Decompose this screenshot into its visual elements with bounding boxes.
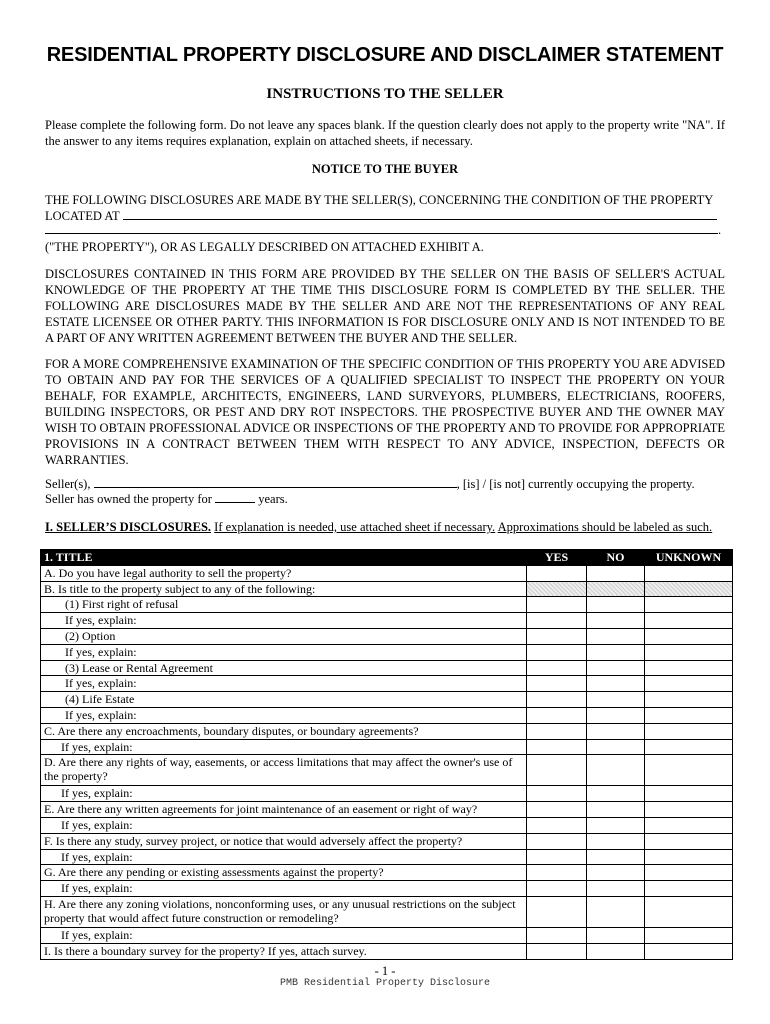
yes-checkbox[interactable] (527, 755, 587, 786)
sellers-row (45, 476, 725, 492)
sellers-field[interactable] (94, 487, 457, 488)
table-row (41, 755, 733, 786)
table-row (41, 707, 733, 723)
located-at-field-2[interactable] (45, 233, 718, 234)
unknown-checkbox[interactable] (645, 755, 733, 786)
table-row (41, 786, 733, 802)
table-row (41, 660, 733, 676)
unknown-checkbox[interactable] (645, 833, 733, 849)
notice-heading: NOTICE TO THE BUYER (311, 162, 459, 176)
the-property-text: ("THE PROPERTY"), OR AS LEGALLY DESCRIBED ON ATTACHED EXHIBIT A. (45, 240, 484, 254)
yes-checkbox[interactable] (527, 565, 587, 581)
yes-checkbox[interactable] (527, 597, 587, 613)
no-checkbox[interactable] (587, 896, 645, 927)
yes-checkbox[interactable] (527, 802, 587, 818)
sellers-label: Seller(s), (45, 477, 91, 491)
instructions-heading: INSTRUCTIONS TO THE SELLER (266, 86, 504, 102)
unknown-checkbox[interactable] (645, 865, 733, 881)
yes-checkbox[interactable] (527, 723, 587, 739)
no-checkbox[interactable] (587, 943, 645, 959)
question-b3: (3) Lease or Rental Agreement (41, 660, 527, 676)
yes-checkbox[interactable] (527, 628, 587, 644)
yes-checkbox[interactable] (527, 833, 587, 849)
located-at-row-2: . (45, 222, 725, 238)
explain-field[interactable]: If yes, explain: (41, 707, 527, 723)
shaded-cell (587, 581, 645, 597)
question-e: E. Are there any written agreements for joint maintenance of an easement or right of way? (41, 802, 527, 818)
question-b: B. Is title to the property subject to any of the following: (41, 581, 527, 597)
question-b4: (4) Life Estate (41, 692, 527, 708)
yes-checkbox[interactable] (527, 692, 587, 708)
table-row (41, 676, 733, 692)
table-row (41, 817, 733, 833)
table-row (41, 865, 733, 881)
explain-field[interactable]: If yes, explain: (41, 786, 527, 802)
unknown-checkbox[interactable] (645, 628, 733, 644)
unknown-checkbox[interactable] (645, 896, 733, 927)
explain-field[interactable]: If yes, explain: (41, 644, 527, 660)
shaded-cell (527, 581, 587, 597)
no-checkbox[interactable] (587, 628, 645, 644)
table-row (41, 881, 733, 897)
table-header-row (41, 550, 733, 566)
explain-field[interactable]: If yes, explain: (41, 881, 527, 897)
unknown-checkbox[interactable] (645, 802, 733, 818)
question-h: H. Are there any zoning violations, nonconforming uses, or any unusual restrictions on the subject property that would affect future construction or remodeling? (41, 896, 527, 927)
header-no: NO (587, 550, 645, 566)
question-c: C. Are there any encroachments, boundary disputes, or boundary agreements? (41, 723, 527, 739)
question-f: F. Is there any study, survey project, or notice that would adversely affect the property? (41, 833, 527, 849)
table-row (41, 565, 733, 581)
table-row (41, 802, 733, 818)
yes-checkbox[interactable] (527, 865, 587, 881)
table-row (41, 739, 733, 755)
table-row (41, 849, 733, 865)
header-unknown: UNKNOWN (645, 550, 733, 566)
notice-line: THE FOLLOWING DISCLOSURES ARE MADE BY THE SELLER(S), CONCERNING THE CONDITION OF THE PROPERTY (45, 193, 714, 207)
explain-field[interactable]: If yes, explain: (41, 817, 527, 833)
owned-suffix: years. (258, 492, 288, 506)
section-note-2: Approximations should be labeled as such. (497, 520, 713, 534)
page-number: - 1 - (374, 964, 396, 978)
section-title: I. SELLER’S DISCLOSURES. (45, 520, 212, 534)
header-title: 1. TITLE (41, 550, 527, 566)
question-i: I. Is there a boundary survey for the property? If yes, attach survey. (41, 943, 527, 959)
no-checkbox[interactable] (587, 802, 645, 818)
located-at-field[interactable] (123, 219, 717, 220)
occupying-text: , [is] / [is not] currently occupying the property. (456, 477, 695, 491)
no-checkbox[interactable] (587, 755, 645, 786)
no-checkbox[interactable] (587, 565, 645, 581)
question-g: G. Are there any pending or existing assessments against the property? (41, 865, 527, 881)
section-note-1: If explanation is needed, use attached sheet if necessary. (214, 520, 496, 534)
table-row (41, 628, 733, 644)
table-row (41, 723, 733, 739)
table-row (41, 943, 733, 959)
located-at-label: LOCATED AT (45, 209, 120, 223)
unknown-checkbox[interactable] (645, 660, 733, 676)
no-checkbox[interactable] (587, 865, 645, 881)
unknown-checkbox[interactable] (645, 943, 733, 959)
yes-checkbox[interactable] (527, 943, 587, 959)
explain-field[interactable]: If yes, explain: (41, 739, 527, 755)
owned-prefix: Seller has owned the property for (45, 492, 212, 506)
explain-field[interactable]: If yes, explain: (41, 613, 527, 629)
unknown-checkbox[interactable] (645, 723, 733, 739)
question-d: D. Are there any rights of way, easements, or access limitations that may affect the owner's use of the property? (41, 755, 527, 786)
explain-field[interactable]: If yes, explain: (41, 927, 527, 943)
footer-label: PMB Residential Property Disclosure (279, 978, 491, 989)
examination-paragraph: FOR A MORE COMPREHENSIVE EXAMINATION OF THE SPECIFIC CONDITION OF THIS PROPERTY YOU ARE ADVISED TO OBTAIN AND PAY FOR THE SERVICES OF A QUALIFIED SPECIALIST TO INSPECT THE PROPERTY ON YOUR BEHALF, FOR EXAMPLE, ARCHITECTS, ENGINEERS, LAND SURVEYORS, PLUMBERS, ELECTRICIANS, ROOFERS, BUILDING INSPECTORS, OR PEST AND DRY ROT INSPECTORS. THE PROSPECTIVE BUYER AND THE OWNER MAY WISH TO OBTAIN PROFESSIONAL ADVICE OR INSPECTIONS OF THE PROPERTY AND TO PROVIDE FOR APPROPRIATE PROVISIONS IN A CONTRACT BETWEEN THEM WITH RESPECT TO ANY ADVICE, INSPECTION, DEFECTS OR WARRANTIES. (45, 357, 725, 467)
title-disclosure-table (40, 549, 733, 960)
yes-checkbox[interactable] (527, 660, 587, 676)
question-b2: (2) Option (41, 628, 527, 644)
table-row (41, 581, 733, 597)
yes-checkbox[interactable] (527, 896, 587, 927)
explain-field[interactable]: If yes, explain: (41, 676, 527, 692)
table-row (41, 644, 733, 660)
header-yes: YES (527, 550, 587, 566)
table-row (41, 692, 733, 708)
unknown-checkbox[interactable] (645, 565, 733, 581)
no-checkbox[interactable] (587, 692, 645, 708)
table-row (41, 833, 733, 849)
unknown-checkbox[interactable] (645, 597, 733, 613)
question-b1: (1) First right of refusal (41, 597, 527, 613)
shaded-cell (645, 581, 733, 597)
table-row (41, 613, 733, 629)
no-checkbox[interactable] (587, 723, 645, 739)
no-checkbox[interactable] (587, 597, 645, 613)
owned-years-field[interactable] (215, 502, 255, 503)
owned-row (45, 491, 725, 507)
disclosures-paragraph: DISCLOSURES CONTAINED IN THIS FORM ARE PROVIDED BY THE SELLER ON THE BASIS OF SELLER'S ACTUAL KNOWLEDGE OF THE PROPERTY AT THE TIME THIS DISCLOSURE FORM IS COMPLETED BY THE SELLER. THE FOLLOWING ARE DISCLOSURES MADE BY THE SELLER AND ARE NOT THE REPRESENTATIONS OF ANY REAL ESTATE LICENSEE OR OTHER PARTY. THIS INFORMATION IS FOR DISCLOSURE ONLY AND IS NOT INTENDED TO BE A PART OF ANY WRITTEN AGREEMENT BETWEEN THE BUYER AND THE SELLER. (45, 267, 725, 345)
table-row (41, 896, 733, 927)
table-row (41, 597, 733, 613)
instructions-text: Please complete the following form. Do not leave any spaces blank. If the question clearly does not apply to the property write "NA". If the answer to any items requires explanation, explain on attached sheets, if necessary. (45, 118, 725, 148)
no-checkbox[interactable] (587, 833, 645, 849)
no-checkbox[interactable] (587, 660, 645, 676)
table-row (41, 927, 733, 943)
explain-field[interactable]: If yes, explain: (41, 849, 527, 865)
document-title: RESIDENTIAL PROPERTY DISCLOSURE AND DISCLAIMER STATEMENT (46, 44, 724, 66)
section-heading-row (45, 520, 735, 535)
question-a: A. Do you have legal authority to sell the property? (41, 565, 527, 581)
unknown-checkbox[interactable] (645, 692, 733, 708)
